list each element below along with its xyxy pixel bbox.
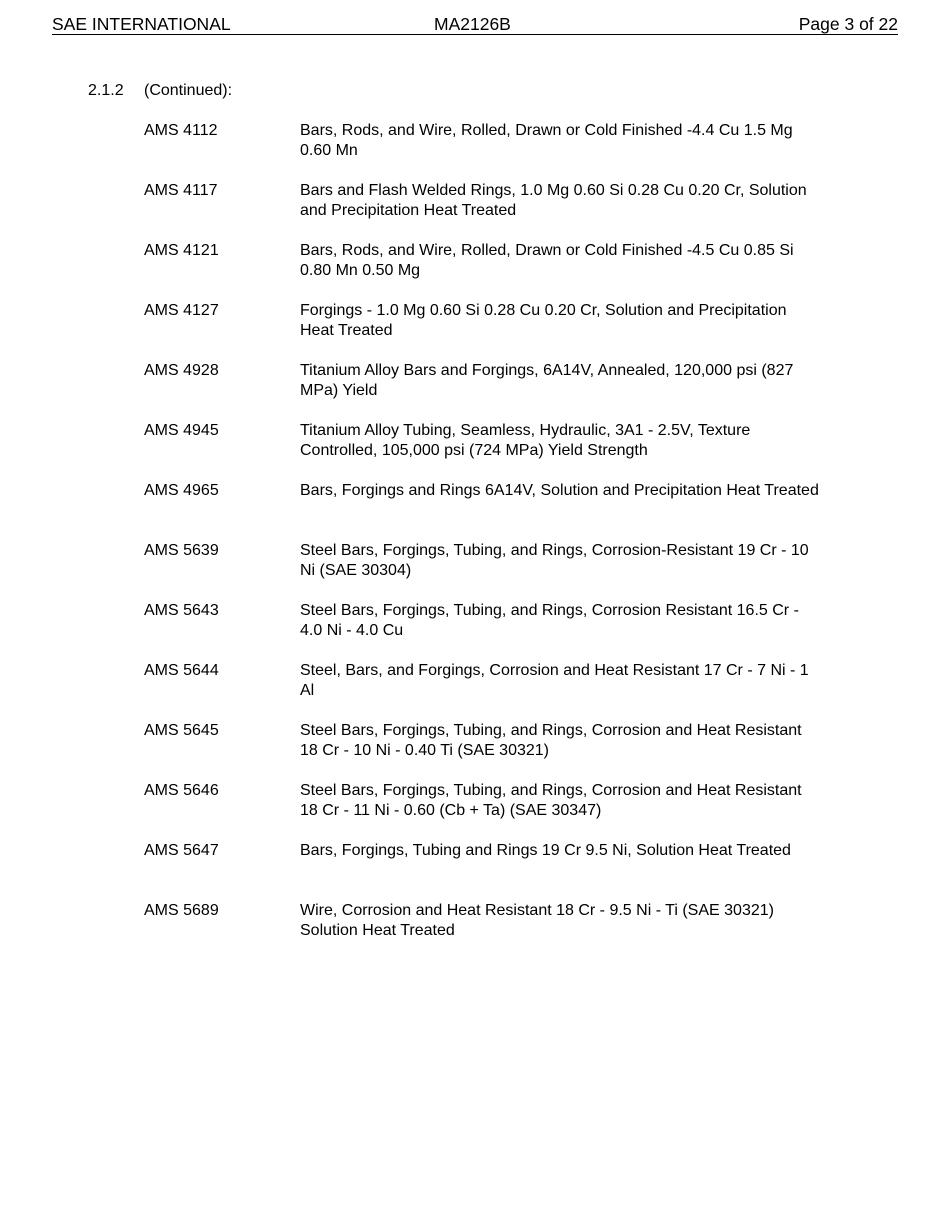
reference-code: AMS 5645 — [144, 722, 219, 739]
reference-entry — [144, 301, 834, 361]
reference-entry — [144, 601, 834, 661]
reference-entry — [144, 181, 834, 241]
reference-title: Bars and Flash Welded Rings, 1.0 Mg 0.60 Si 0.28 Cu 0.20 Cr, Solution and Precipitation Heat Treated — [300, 182, 807, 219]
header-organization: SAE INTERNATIONAL — [52, 14, 231, 34]
section-number: 2.1.2 — [88, 82, 124, 99]
reference-code: AMS 5647 — [144, 842, 219, 859]
reference-code: AMS 4945 — [144, 422, 219, 439]
reference-code: AMS 4121 — [144, 242, 219, 259]
reference-title: Steel Bars, Forgings, Tubing, and Rings, Corrosion-Resistant 19 Cr - 10 Ni (SAE 30304) — [300, 542, 809, 579]
reference-code: AMS 4127 — [144, 302, 219, 319]
reference-title: Steel Bars, Forgings, Tubing, and Rings, Corrosion Resistant 16.5 Cr - 4.0 Ni - 4.0 Cu — [300, 602, 799, 639]
section-heading — [88, 81, 232, 101]
reference-title: Wire, Corrosion and Heat Resistant 18 Cr - 9.5 Ni - Ti (SAE 30321) Solution Heat Treated — [300, 902, 774, 939]
reference-title: Bars, Rods, and Wire, Rolled, Drawn or Cold Finished -4.4 Cu 1.5 Mg 0.60 Mn — [300, 122, 793, 159]
reference-entry — [144, 421, 834, 481]
reference-title: Steel Bars, Forgings, Tubing, and Rings, Corrosion and Heat Resistant 18 Cr - 10 Ni - 0.40 Ti (SAE 30321) — [300, 722, 802, 759]
reference-code: AMS 5644 — [144, 662, 219, 679]
reference-entry — [144, 781, 834, 841]
reference-entry — [144, 541, 834, 601]
header-document-id: MA2126B — [434, 14, 511, 34]
reference-title: Titanium Alloy Bars and Forgings, 6A14V, Annealed, 120,000 psi (827 MPa) Yield — [300, 362, 794, 399]
reference-entry — [144, 721, 834, 781]
reference-code: AMS 4928 — [144, 362, 219, 379]
reference-entry — [144, 361, 834, 421]
reference-entry — [144, 661, 834, 721]
reference-title: Steel Bars, Forgings, Tubing, and Rings, Corrosion and Heat Resistant 18 Cr - 11 Ni - 0.60 (Cb + Ta) (SAE 30347) — [300, 782, 802, 819]
reference-title: Bars, Forgings and Rings 6A14V, Solution and Precipitation Heat Treated — [300, 482, 819, 499]
reference-code: AMS 4965 — [144, 482, 219, 499]
reference-code: AMS 5689 — [144, 902, 219, 919]
reference-title: Bars, Rods, and Wire, Rolled, Drawn or Cold Finished -4.5 Cu 0.85 Si 0.80 Mn 0.50 Mg — [300, 242, 794, 279]
reference-code: AMS 5646 — [144, 782, 219, 799]
reference-entry — [144, 241, 834, 301]
reference-title: Bars, Forgings, Tubing and Rings 19 Cr 9.5 Ni, Solution Heat Treated — [300, 842, 791, 859]
reference-title: Steel, Bars, and Forgings, Corrosion and Heat Resistant 17 Cr - 7 Ni - 1 Al — [300, 662, 809, 699]
reference-list — [144, 121, 834, 961]
reference-entry — [144, 841, 834, 901]
reference-title: Titanium Alloy Tubing, Seamless, Hydraulic, 3A1 - 2.5V, Texture Controlled, 105,000 psi (724 MPa) Yield Strength — [300, 422, 751, 459]
section-title: (Continued): — [144, 82, 233, 99]
page-header — [52, 14, 898, 35]
reference-code: AMS 4117 — [144, 182, 218, 199]
reference-entry — [144, 121, 834, 181]
reference-entry — [144, 481, 834, 541]
reference-code: AMS 5639 — [144, 542, 219, 559]
reference-title: Forgings - 1.0 Mg 0.60 Si 0.28 Cu 0.20 Cr, Solution and Precipitation Heat Treated — [300, 302, 787, 339]
reference-code: AMS 4112 — [144, 122, 218, 139]
header-page-info: Page 3 of 22 — [798, 14, 898, 34]
reference-entry — [144, 901, 834, 961]
reference-code: AMS 5643 — [144, 602, 219, 619]
